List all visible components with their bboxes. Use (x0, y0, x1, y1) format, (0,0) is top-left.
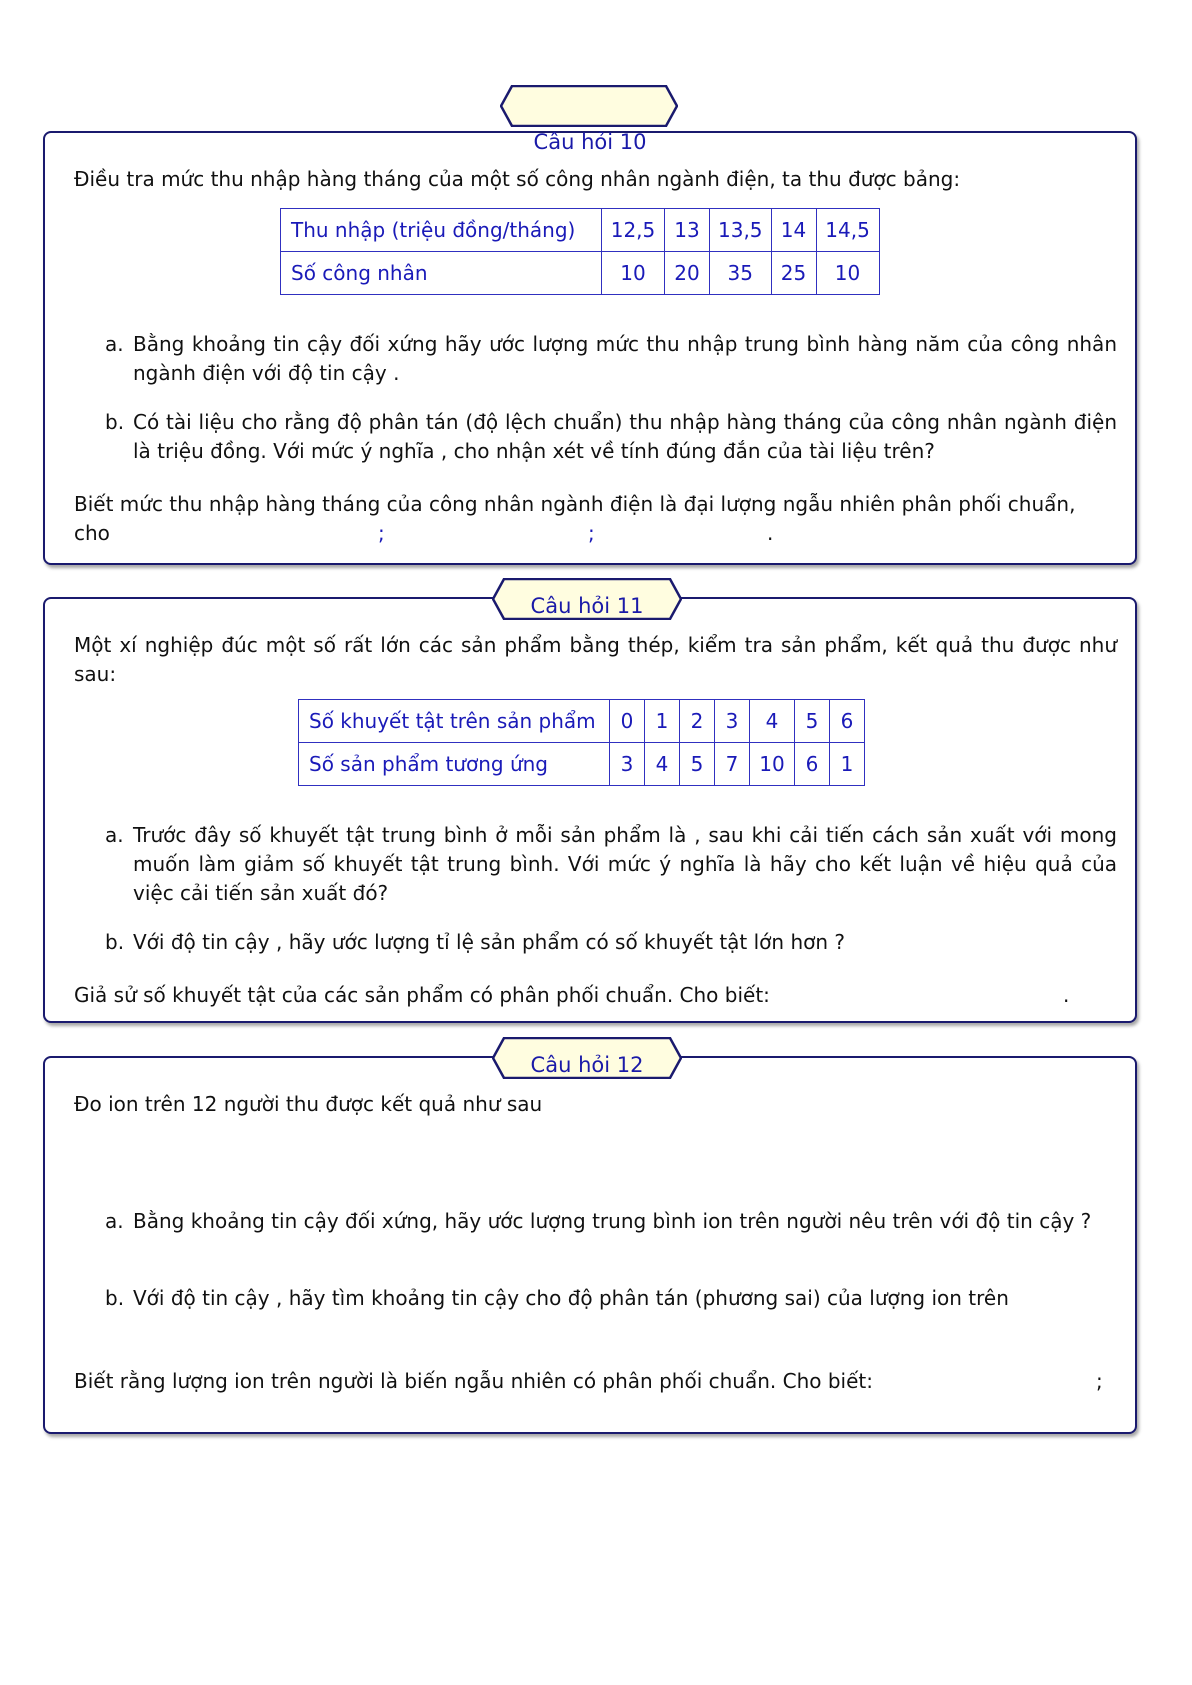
question-11-table (298, 699, 865, 786)
table-cell: 4 (750, 700, 795, 743)
table-cell: 5 (795, 700, 830, 743)
footer-end-mark: . (767, 521, 774, 545)
question-10-intro: Điều tra mức thu nhập hàng tháng của một số công nhân ngành điện, ta thu được bảng: (74, 167, 961, 191)
table-cell: 3 (715, 700, 750, 743)
table-cell: 7 (715, 743, 750, 786)
question-11-intro: Một xí nghiệp đúc một số rất lớn các sản phẩm bằng thép, kiểm tra sản phẩm, kết quả thu được như sau: (74, 633, 1117, 686)
table-cell: 3 (610, 743, 645, 786)
question-10-tab-top (500, 85, 678, 127)
table-cell: 25 (771, 252, 816, 295)
part-a-text: Trước đây số khuyết tật trung bình ở mỗi sản phẩm là , sau khi cải tiến cách sản xuất với mong muốn làm giảm số khuyết tật trung bình. Với mức ý nghĩa là hãy cho kết luận về hiệu quả của việc cải tiến sản xuất đó? (133, 823, 1117, 905)
table-header-cell: Số khuyết tật trên sản phẩm (299, 700, 610, 743)
part-b-text: Có tài liệu cho rằng độ phân tán (độ lệch chuẩn) thu nhập hàng tháng của công nhân ngành điện là triệu đồng. Với mức ý nghĩa , cho nhận xét về tính đúng đắn của tài liệu trên? (133, 410, 1117, 463)
question-12-box (43, 1056, 1137, 1434)
table-cell: 35 (710, 252, 772, 295)
question-10-table (280, 208, 880, 295)
question-10-footer-line2 (74, 519, 1114, 548)
list-marker: b. (105, 1286, 125, 1310)
question-11-footer-line (74, 981, 1114, 1010)
question-11-title: Câu hỏi 11 (530, 594, 644, 618)
question-11-part-b (105, 928, 1117, 957)
question-11-part-a (105, 821, 1117, 908)
question-10-box (43, 131, 1137, 565)
table-cell: 5 (680, 743, 715, 786)
table-cell: 20 (665, 252, 710, 295)
footer-separator: ; (588, 521, 595, 545)
footer-cho-text: cho (74, 521, 110, 545)
table-cell: 0 (610, 700, 645, 743)
footer-end-mark: . (1063, 983, 1070, 1007)
list-marker: a. (105, 823, 124, 847)
table-cell: 13,5 (710, 209, 772, 252)
list-marker: a. (105, 332, 124, 356)
table-header-cell: Số công nhân (281, 252, 602, 295)
list-marker: a. (105, 1209, 124, 1233)
question-12-part-a (105, 1207, 1117, 1236)
part-a-text: Bằng khoảng tin cậy đối xứng hãy ước lượng mức thu nhập trung bình hàng năm của công nhân ngành điện với độ tin cậy . (133, 332, 1117, 385)
question-11-footer: Giả sử số khuyết tật của các sản phẩm có phân phối chuẩn. Cho biết: (74, 983, 770, 1007)
table-cell: 6 (830, 700, 865, 743)
part-b-text: Với độ tin cậy , hãy tìm khoảng tin cậy cho độ phân tán (phương sai) của lượng ion trên (133, 1286, 1009, 1310)
table-cell: 10 (750, 743, 795, 786)
table-cell: 12,5 (602, 209, 665, 252)
table-row (281, 252, 880, 295)
table-cell: 4 (645, 743, 680, 786)
part-a-text: Bằng khoảng tin cậy đối xứng, hãy ước lượng trung bình ion trên người nêu trên với độ tin cậy ? (133, 1209, 1092, 1233)
table-cell: 1 (645, 700, 680, 743)
table-header-cell: Thu nhập (triệu đồng/tháng) (281, 209, 602, 252)
question-10-title: Câu hỏi 10 (533, 130, 647, 154)
table-cell: 1 (830, 743, 865, 786)
table-cell: 10 (816, 252, 879, 295)
question-12-title: Câu hỏi 12 (530, 1053, 644, 1077)
question-10-part-b (105, 408, 1117, 466)
table-cell: 2 (680, 700, 715, 743)
question-10-part-a (105, 330, 1117, 388)
table-row (299, 743, 865, 786)
table-row (281, 209, 880, 252)
list-marker: b. (105, 410, 125, 434)
table-cell: 13 (665, 209, 710, 252)
question-12-part-b (105, 1284, 1117, 1313)
question-12-footer: Biết rằng lượng ion trên người là biến ngẫu nhiên có phân phối chuẩn. Cho biết: (74, 1369, 873, 1393)
table-cell: 14,5 (816, 209, 879, 252)
footer-separator: ; (378, 521, 385, 545)
list-marker: b. (105, 930, 125, 954)
part-b-text: Với độ tin cậy , hãy ước lượng tỉ lệ sản phẩm có số khuyết tật lớn hơn ? (133, 930, 846, 954)
question-11-box (43, 597, 1137, 1023)
table-row (299, 700, 865, 743)
question-12-intro: Đo ion trên 12 người thu được kết quả như sau (74, 1092, 543, 1116)
question-10-footer: Biết mức thu nhập hàng tháng của công nhân ngành điện là đại lượng ngẫu nhiên phân phối chuẩn, (74, 492, 1076, 516)
table-cell: 10 (602, 252, 665, 295)
question-12-footer-line (74, 1367, 1114, 1396)
table-header-cell: Số sản phẩm tương ứng (299, 743, 610, 786)
footer-end-mark: ; (1096, 1369, 1103, 1393)
table-cell: 14 (771, 209, 816, 252)
table-cell: 6 (795, 743, 830, 786)
